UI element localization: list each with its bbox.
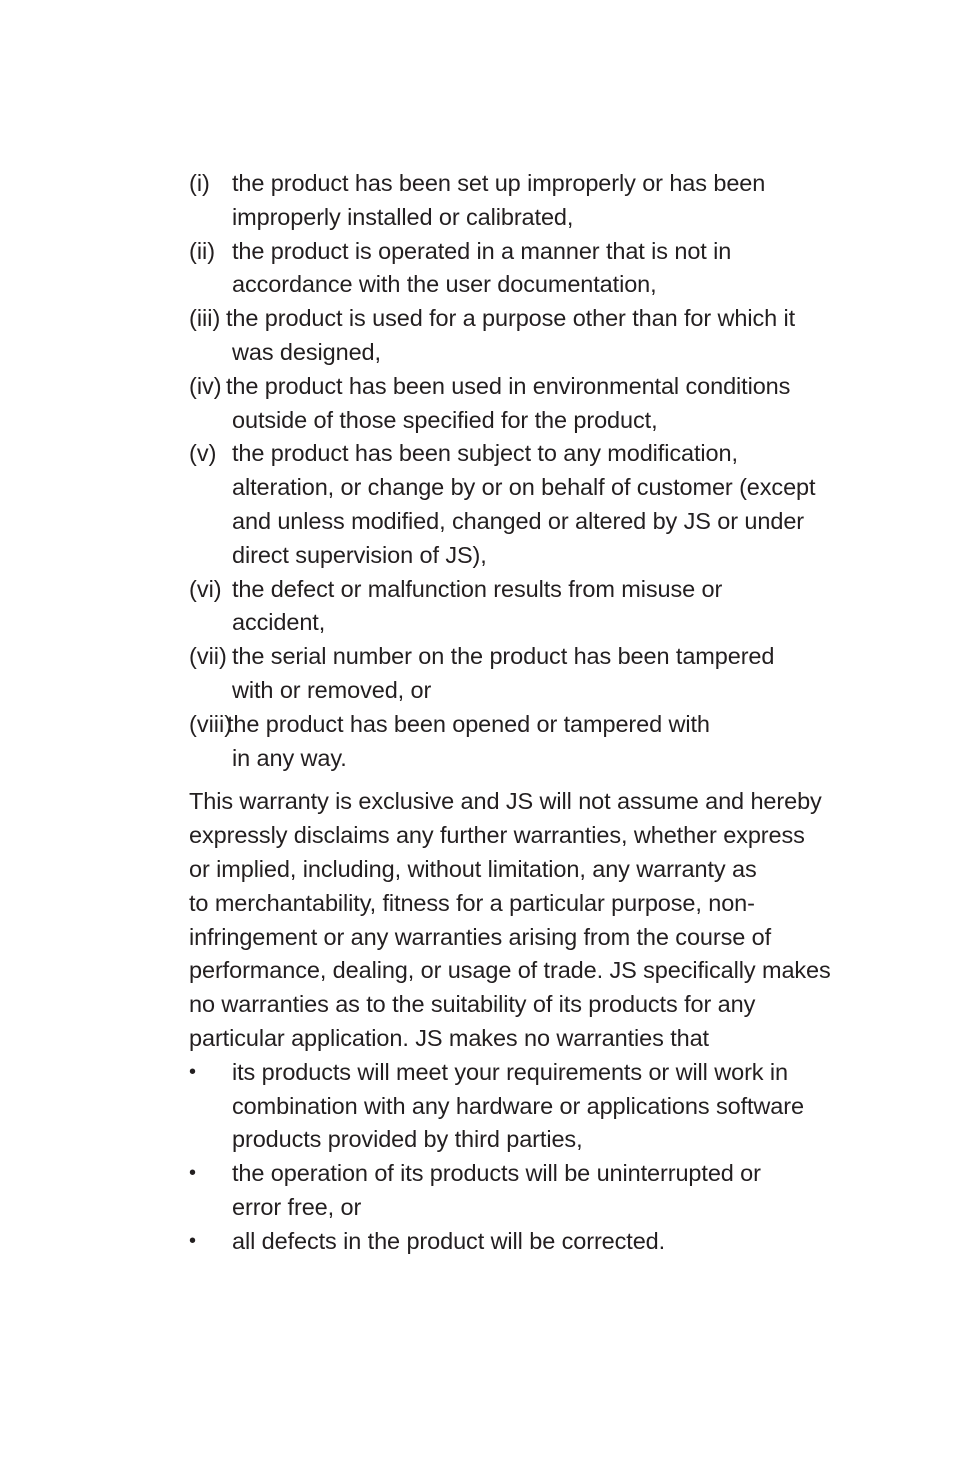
exclusion-item-v (189, 437, 839, 572)
item-line: combination with any hardware or applications software (232, 1092, 804, 1119)
bullet-dot-icon: • (189, 1229, 197, 1252)
list-marker: (viii) (189, 710, 233, 737)
item-line: the product has been used in environmental conditions (226, 372, 791, 399)
exclusion-item-i (189, 167, 839, 235)
paragraph-line: to merchantability, fitness for a particular purpose, non- (189, 889, 755, 916)
item-line: the product is operated in a manner that is not in (232, 237, 732, 264)
exclusions-list (189, 167, 839, 775)
item-line: accident, (232, 609, 326, 636)
warranty-disclaimer-paragraph (189, 785, 839, 1055)
paragraph-line: infringement or any warranties arising from the course of (189, 923, 772, 950)
exclusion-item-ii (189, 235, 839, 303)
list-marker: (i) (189, 170, 210, 196)
item-line: products provided by third parties, (232, 1126, 583, 1153)
list-marker: (iv) (189, 372, 222, 399)
item-line: the product has been set up improperly or has been (232, 170, 766, 196)
item-line: the product has been subject to any modification, (232, 440, 738, 467)
item-line: its products will meet your requirements or will work in (232, 1058, 788, 1085)
item-line: alteration, or change by or on behalf of customer (except (232, 474, 816, 501)
list-marker: (vi) (189, 575, 222, 602)
item-line: error free, or (232, 1193, 362, 1220)
item-line: the product has been opened or tampered with (227, 710, 710, 737)
exclusion-item-iv (189, 370, 839, 438)
bullet-item (189, 1056, 839, 1157)
exclusion-item-vi (189, 573, 839, 641)
item-line: direct supervision of JS), (232, 541, 487, 568)
bullet-item (189, 1225, 839, 1259)
bullet-dot-icon: • (189, 1060, 197, 1083)
item-line: in any way. (232, 744, 347, 771)
paragraph-line: particular application. JS makes no warranties that (189, 1024, 709, 1051)
paragraph-line: expressly disclaims any further warranties, whether express (189, 822, 805, 849)
document-page (189, 167, 839, 1259)
list-marker: (iii) (189, 305, 221, 332)
no-warranty-bullet-list (189, 1056, 839, 1259)
bullet-item (189, 1157, 839, 1225)
item-line: and unless modified, changed or altered by JS or under (232, 507, 805, 534)
paragraph-line: no warranties as to the suitability of its products for any (189, 991, 756, 1018)
item-line: the operation of its products will be uninterrupted or (232, 1160, 761, 1187)
list-marker: (v) (189, 440, 217, 467)
item-line: outside of those specified for the product, (232, 406, 658, 433)
item-line: with or removed, or (232, 676, 432, 703)
list-marker: (ii) (189, 237, 216, 264)
item-line: all defects in the product will be corrected. (232, 1227, 666, 1254)
item-line: the product is used for a purpose other than for which it (226, 305, 796, 332)
paragraph-line: performance, dealing, or usage of trade. JS specifically makes (189, 957, 831, 984)
paragraph-line: This warranty is exclusive and JS will not assume and hereby (189, 788, 822, 815)
item-line: accordance with the user documentation, (232, 271, 657, 298)
exclusion-item-viii (189, 708, 839, 776)
item-line: improperly installed or calibrated, (232, 203, 574, 230)
list-marker: (vii) (189, 643, 227, 670)
exclusion-item-vii (189, 640, 839, 708)
bullet-dot-icon: • (189, 1162, 197, 1185)
item-line: was designed, (232, 338, 381, 365)
item-line: the serial number on the product has been tampered (232, 643, 775, 670)
exclusion-item-iii (189, 302, 839, 370)
item-line: the defect or malfunction results from misuse or (232, 575, 723, 602)
paragraph-line: or implied, including, without limitation, any warranty as (189, 855, 757, 882)
